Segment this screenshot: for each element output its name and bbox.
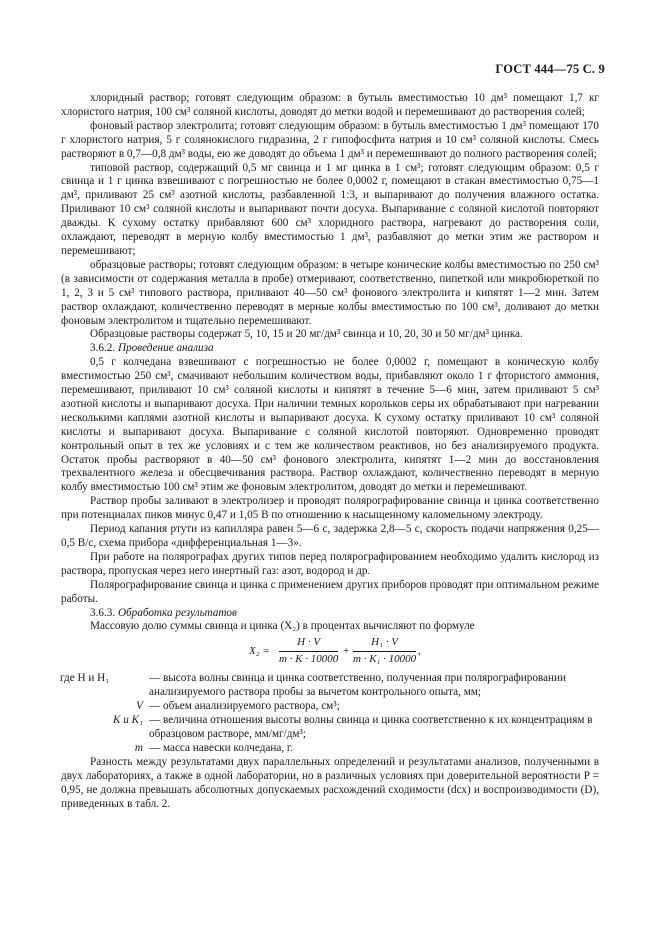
fraction-numerator: H₁ · V [353,636,416,652]
formula-end: , [418,645,421,658]
document-body [61,92,599,811]
paragraph: Разность между результатами двух параллельных определений и результатами анализов, полученными в двух лабораториях, а также в одной лаборатории, но в различных условиях при доверительной вероятности P = 0,95, не должна превышать абсолютных допускаемых расхождений сходимости (dсх) и воспроизводимости (D), приведенных в табл. 2. [61,755,599,810]
definition-item [61,700,599,714]
definition-term: K и K₁ [112,714,143,727]
definition-item [61,742,599,756]
section-title: Обработка результатов [117,606,237,619]
formula-lhs: X₂ = [249,645,270,658]
fraction-denominator: m · K₁ · 10000 [353,653,417,666]
paragraph: хлоридный раствор; готовят следующим образом: в бутыль вместимостью 10 дм³ помещают 1,7 кг хлористого натрия, 100 см³ соляной кислоты, доводят до метки водой и перемешивают до растворения солей; [61,92,599,118]
paragraph: образцовые растворы; готовят следующим образом: в четыре конические колбы вместимостью по 250 см³ (в зависимости от содержания металла в пробе) отмеривают, соответственно, пипеткой или микробюреткой по 1, 2, 3 и 5 см³ типового раствора, приливают 40—50 см³ фонового электролита и кипятят 1—2 мин. Затем раствор охлаждают, количественно переводят в мерные колбы вместимостью по 100 см³, доливают до метки фоновым электролитом и тщательно перемешивают. [61,258,599,327]
definition-term: где H и H₁ [60,672,110,685]
fraction-lead [279,636,338,667]
section-number: 3.6.2. [90,342,116,355]
definition-item [61,714,599,742]
paragraph: типовой раствор, содержащий 0,5 мг свинца и 1 мг цинка в 1 см³; готовят следующим образом: 0,5 г свинца и 1 г цинка взвешивают с погрешностью не более 0,0002 г, помещают в стакан вместимостью 0,75—1 дм³, приливают 25 см³ азотной кислоты, разбавленной 1:3, и выпаривают до получения влажного остатка. Приливают 10 см³ соляной кислоты и выпаривают почти досуха. Выпаривание с соляной кислотой повторяют дважды. К сухому остатку прибавляют 600 см³ хлоридного раствора, нагревают до растворения соли, охлаждают, переводят в мерную колбу вместимостью 1 дм³, разбавляют до метки этим же раствором и перемешивают; [61,161,599,257]
definition-text: — высота волны свинца и цинка соответственно, полученная при полярографировании анализируемого раствора пробы за вычетом контрольного опыта, мм; [149,672,566,699]
fraction-numerator: H · V [279,636,338,652]
paragraph: Полярографирование свинца и цинка с применением других приборов проводят при оптимальном режиме работы. [61,578,599,605]
definition-text: — объем анализируемого раствора, см³; [149,700,340,713]
section-heading [61,342,599,356]
section-heading [61,607,599,621]
definition-text: — масса навески колчедана, г. [149,741,294,754]
formula-plus: + [343,645,350,658]
formula [61,636,599,668]
variable-definitions [61,672,599,755]
definition-item [61,672,599,700]
paragraph: Период капания ртути из капилляра равен 5—6 с, задержка 2,8—5 с, скорость подачи напряжения 0,25—0,5 В/с, схема прибора «дифференциальная 1—3». [61,523,599,549]
definition-term: V [136,700,143,713]
paragraph: Раствор пробы заливают в электролизер и проводят полярографирование свинца и цинка соответственно при потенциалах пиков минус 0,47 и 1,05 В по отношению к насыщенному каломельному электроду. [61,495,599,522]
paragraph: Образцовые растворы содержат 5, 10, 15 и 20 мг/дм³ свинца и 10, 20, 30 и 50 мг/дм³ цинка. [90,328,523,341]
paragraph: При работе на полярографах других типов перед полярографированием необходимо удалить кислород из раствора, пропуская через него инертный газ: азот, водород и др. [61,550,599,577]
definition-text: — величина отношения высоты волны свинца и цинка соответственно к их концентрациям в образцовом растворе, мм/мг/дм³; [149,714,593,740]
section-title: Проведение анализа [117,342,214,355]
paragraph: 0,5 г колчедана взвешивают с погрешностью не более 0,0002 г, помещают в коническую колбу вместимостью 250 см³, смачивают небольшим количеством воды, прибавляют около 1 г фтористого аммония, перемешивают, приливают 10 см³ соляной кислоты и кипятят в течение 5—6 мин, затем приливают 5 см³ азотной кислоты и выпаривают досуха. При наличии темных корольков серы их обрабатывают при нагревании несколькими каплями азотной кислоты и выпаривают досуха. К сухому остатку приливают 10 см³ соляной кислоты и выпаривают досуха. Выпаривание с соляной кислотой повторяют. Одновременно проводят контрольный опыт в тех же условиях и с тем же количеством реактивов, но без анализируемого продукта. Остаток пробы растворяют в 40—50 см³ фонового электролита, кипятят 1—2 мин до восстановления трехвалентного железа и обесцвечивания раствора. Раствор охлаждают, количественно переводят в мерную колбу вместимостью 100 см³ этим же фоновым электролитом, доводят до метки и перемешивают. [61,356,599,494]
paragraph: Массовую долю суммы свинца и цинка (X₂) в процентах вычисляют по формуле [90,620,475,633]
section-number: 3.6.3. [90,606,116,619]
definition-term: m [134,741,143,754]
page-header: ГОСТ 444—75 С. 9 [495,62,605,76]
fraction-denominator: m · K · 10000 [279,653,339,666]
paragraph: фоновый раствор электролита; готовят следующим образом: в бутыль вместимостью 1 дм³ помещают 170 г хлористого натрия, 5 г солянокислого гидразина, 2 г гипофосфита натрия и 10 см³ соляной кислоты. Смесь растворяют в 0,7—0,8 дм³ воды, ею же доводят до объема 1 дм³ и перемешивают до полного растворения солей; [61,119,599,160]
fraction-zinc [353,636,416,667]
